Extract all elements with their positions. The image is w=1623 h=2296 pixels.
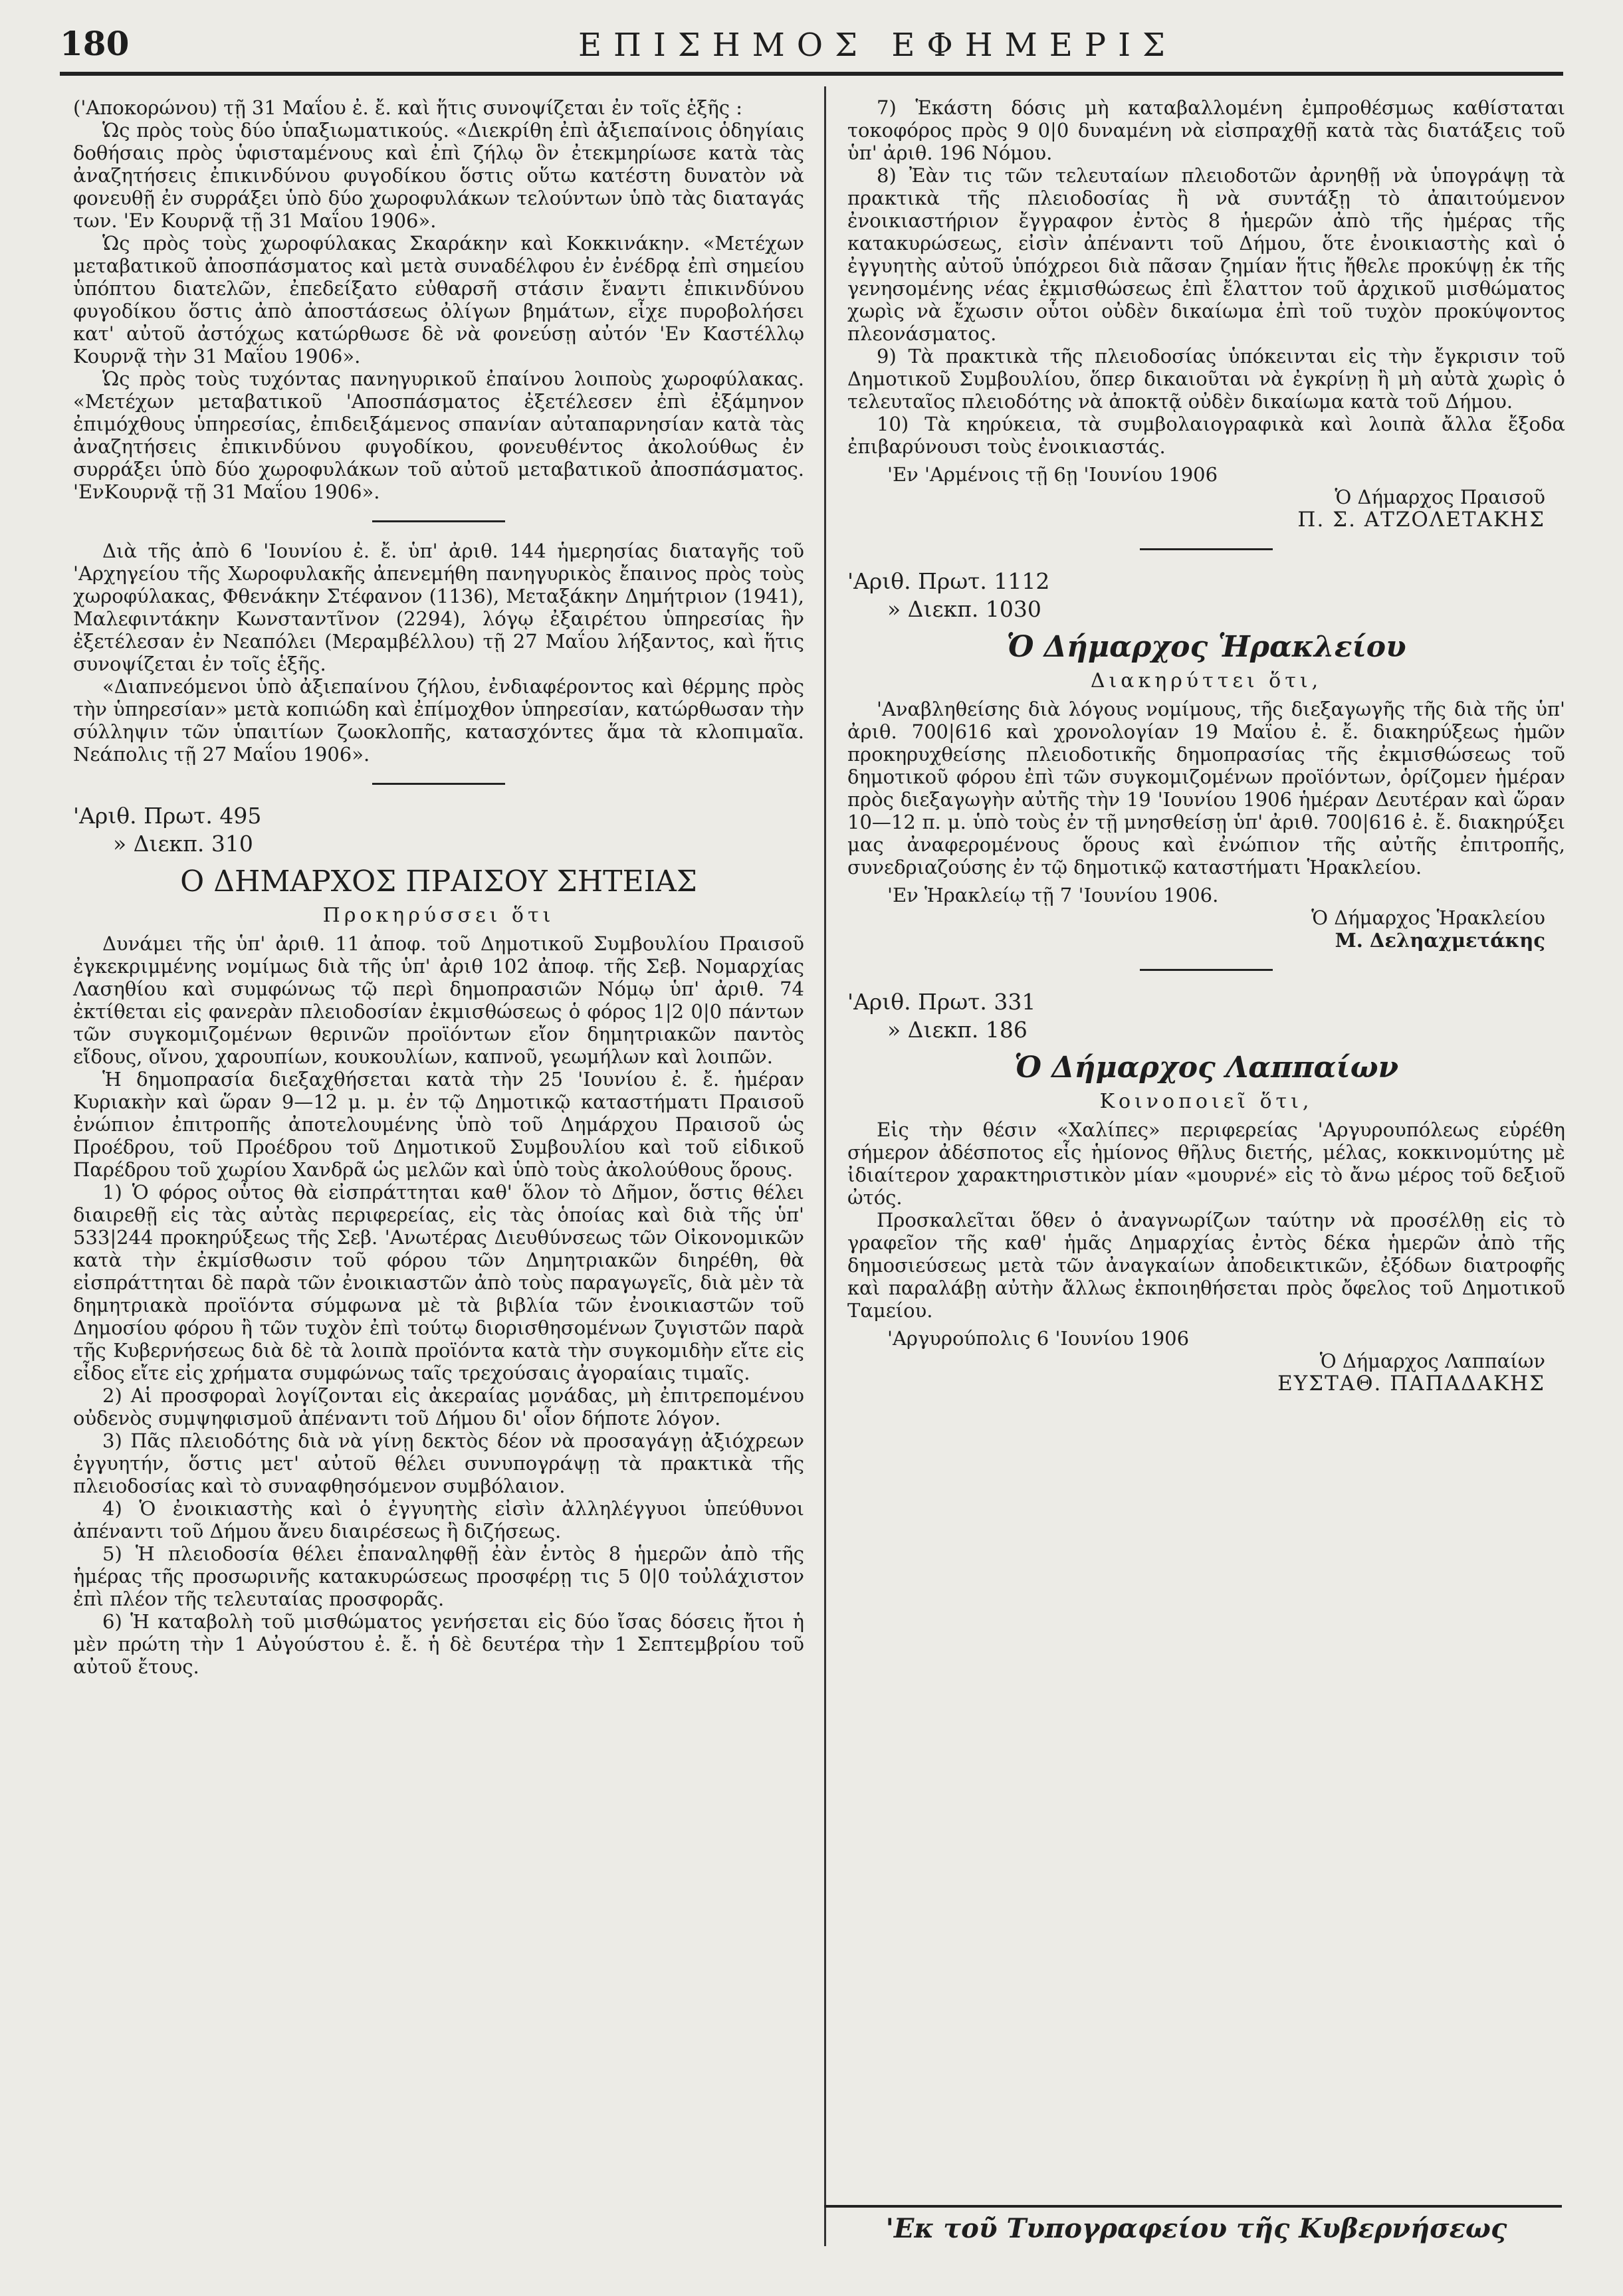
- left-column: [73, 96, 804, 1678]
- section-rule: [1140, 548, 1273, 550]
- signatory-role: Ὁ Δήμαρχος Πραισοῦ: [1335, 486, 1545, 508]
- column-divider: [824, 86, 826, 2246]
- term-9: 9) Τὰ πρακτικὰ τῆς πλειοδοσίας ὑπόκεινται εἰς τὴν ἔγκρισιν τοῦ Δημοτικοῦ Συμβουλίου, ὅπερ δικαιοῦται νὰ ἐγκρίνῃ ἢ μὴ αὐτὰ χωρὶς ὁ τελευταῖος πλειοδότης νὰ ἀποκτᾷ οὐδὲν δικαίωμα κατὰ τοῦ Δήμου.: [847, 345, 1565, 413]
- term-7: 7) Ἑκάστη δόσις μὴ καταβαλλομένη ἐμπροθέσμως καθίσταται τοκοφόρος πρὸς 9 0|0 δυναμένη νὰ εἰσπραχθῇ κατὰ τὰς διατάξεις τοῦ ὑπ' ἀριθ. 196 Νόμου.: [847, 96, 1565, 164]
- protocol-number: 'Αριθ. Πρωτ. 331: [847, 989, 1036, 1015]
- notice-title: Ο ΔΗΜΑΡΧΟΣ ΠΡΑΙΣΟΥ ΣΗΤΕΙΑΣ: [180, 865, 697, 898]
- term-4: 4) Ὁ ἐνοικιαστὴς καὶ ὁ ἐγγυητὴς εἰσὶν ἀλληλέγγυοι ὑπεύθυνοι ἀπέναντι τοῦ Δήμου ἄνευ διαιρέσεως ἢ διζήσεως.: [73, 1497, 804, 1542]
- paragraph: «Διαπνεόμενοι ὑπὸ ἀξιεπαίνου ζήλου, ἐνδιαφέροντος καὶ θέρμης πρὸς τὴν ὑπηρεσίαν» μετὰ κοπιώδη καὶ ἐπίμοχθον ὑπηρεσίαν, κατώρθωσαν τὴν σύλληψιν τῶν ὑπαιτίων ζωοκλοπῆς, κατασχόντες ἅμα τὰ κλοπιμαῖα. Νεάπολις τῇ 27 Μαΐου 1906».: [73, 675, 804, 766]
- section-rule: [1140, 969, 1273, 971]
- paragraph: ('Αποκορώνου) τῇ 31 Μαΐου ἐ. ἔ. καὶ ἥτις συνοψίζεται ἐν τοῖς ἑξῆς :: [73, 96, 742, 119]
- term-8: 8) Ἐὰν τις τῶν τελευταίων πλειοδοτῶν ἀρνηθῇ νὰ ὑπογράψῃ τὰ πρακτικὰ τῆς πλειοδοσίας ἢ νὰ συντάξῃ τὸ ἀπαιτούμενον ἐνοικιαστήριον ἔγγραφον ἐντὸς 8 ἡμερῶν ἀπὸ τῆς ἡμέρας τῆς κατακυρώσεως, εἰσὶν ἀπέναντι τοῦ Δήμου, ὅτε ἐνοικιαστὴς καὶ ὁ ἐγγυητὴς αὐτοῦ ὑπόχρεοι διὰ πᾶσαν ζημίαν ἥτις ἤθελε προκύψῃ ἐκ τῆς γενησομένης νέας ἐκμισθώσεως ἐπὶ ἔλαττον τοῦ ἀρχικοῦ μισθώματος χωρὶς νὰ ἔχωσιν οὗτοι οὐδὲν δικαίωμα ἐπὶ τοῦ τυχὸν προκύψοντος πλεονάσματος.: [847, 164, 1565, 345]
- paragraph: Ἡ δημοπρασία διεξαχθήσεται κατὰ τὴν 25 'Ιουνίου ἐ. ἔ. ἡμέραν Κυριακὴν καὶ ὥραν 9—12 μ. μ. ἐν τῷ Δημοτικῷ καταστήματι Πραισοῦ ἐνώπιον ἐπιτροπῆς ἀποτελουμένης ὑπὸ τοῦ Δημάρχου Πραισοῦ ὡς Προέδρου, τοῦ Προέδρου τοῦ Δημοτικοῦ Συμβουλίου καὶ τοῦ εἰδικοῦ Παρέδρου τοῦ χωρίου Χανδρᾶ ὡς μελῶν καὶ ὑπὸ τοὺς ἀκολούθους ὅρους.: [73, 1068, 804, 1181]
- term-10: 10) Τὰ κηρύκεια, τὰ συμβολαιογραφικὰ καὶ λοιπὰ ἄλλα ἔξοδα ἐπιβαρύνουσι τοὺς ἐνοικιαστάς.: [847, 413, 1565, 458]
- paragraph: Εἰς τὴν θέσιν «Χαλίπες» περιφερείας 'Αργυρουπόλεως εὑρέθη σήμερον ἀδέσποτος εἷς ἡμίονος θῆλυς διετής, μέλας, κοκκινομύτης μὲ ἰδιαίτερον χαρακτηριστικὸν μίαν «μουρνέ» εἰς τὸ ἄνω μέρος τοῦ δεξιοῦ ὠτός.: [847, 1118, 1565, 1209]
- term-2: 2) Αἱ προσφοραὶ λογίζονται εἰς ἀκεραίας μονάδας, μὴ ἐπιτρεπομένου οὐδενὸς συμψηφισμοῦ ἀπέναντι τοῦ Δήμου δι' οἷον δήποτε λόγον.: [73, 1384, 804, 1429]
- signatory-role: Ὁ Δήμαρχος Ἡρακλείου: [1311, 906, 1545, 929]
- dispatch-number: » Διεκπ. 186: [887, 1017, 1028, 1043]
- term-6: 6) Ἡ καταβολὴ τοῦ μισθώματος γενήσεται εἰς δύο ἴσας δόσεις ἤτοι ἡ μὲν πρώτη τὴν 1 Αὐγούστου ἐ. ἔ. ἡ δὲ δευτέρα τὴν 1 Σεπτεμβρίου τοῦ αὐτοῦ ἔτους.: [73, 1610, 804, 1678]
- dispatch-number: » Διεκπ. 310: [113, 831, 253, 857]
- notice-title: Ὁ Δήμαρχος Ἡρακλείου: [1006, 630, 1406, 664]
- notice-proclaim: Κοινοποιεῖ ὅτι,: [1099, 1090, 1313, 1113]
- paragraph: Ὡς πρὸς τοὺς δύο ὑπαξιωματικούς. «Διεκρίθη ἐπὶ ἀξιεπαίνοις ὁδηγίαις δοθήσαις πρὸς ὑφισταμένους καὶ ἐπὶ ζήλῳ ὃν ἐτεκμηρίωσε κατὰ τὰς ἀναζητήσεις ἐπικινδύνου φυγοδίκου ὅστις οὕτω κατέστη δυνατὸν νὰ φονευθῇ ἐν συρράξει ὑπὸ δύο χωροφυλάκων τελούντων ὑπὸ τὰς διαταγάς των. 'Εν Κουρνᾷ τῇ 31 Μαΐου 1906».: [73, 119, 804, 232]
- printer-imprint: 'Εκ τοῦ Τυπογραφείου τῆς Κυβερνήσεως: [885, 2213, 1507, 2244]
- notice-proclaim: Προκηρύσσει ὅτι: [322, 904, 555, 927]
- page-number: 180: [60, 24, 130, 63]
- journal-title: ΕΠΙΣΗΜΟΣ ΕΦΗΜΕΡΙΣ: [578, 27, 1177, 64]
- section-rule: [372, 783, 505, 785]
- term-3: 3) Πᾶς πλειοδότης διὰ νὰ γίνῃ δεκτὸς δέον νὰ προσαγάγῃ ἀξιόχρεων ἐγγυητήν, ὅστις μετ' αὐτοῦ θέλει συνυπογράψῃ τὰ πρακτικὰ τῆς πλειοδοσίας καὶ τὸ συναφθησόμενον συμβόλαιον.: [73, 1429, 804, 1497]
- dispatch-number: » Διεκπ. 1030: [887, 596, 1041, 622]
- paragraph: Διὰ τῆς ἀπὸ 6 'Ιουνίου ἐ. ἔ. ὑπ' ἀριθ. 144 ἡμερησίας διαταγῆς τοῦ 'Αρχηγείου τῆς Χωροφυλακῆς ἀπενεμήθη πανηγυρικὸς ἔπαινος πρὸς τοὺς χωροφύλακας, Φθενάκην Στέφανον (1136), Μεταξάκην Δημήτριον (1941), Μαλεφιντάκην Κωνσταντῖνον (2294), λόγῳ ἐξαιρέτου ὑπηρεσίας ἣν ἐξετέλεσαν ἐν Νεαπόλει (Μεραμβέλλου) τῇ 27 Μαΐου λήξαντος, καὶ ἥτις συνοψίζεται ἐν τοῖς ἑξῆς.: [73, 540, 804, 675]
- term-5: 5) Ἡ πλειοδοσία θέλει ἐπαναληφθῇ ἐὰν ἐντὸς 8 ἡμερῶν ἀπὸ τῆς ἡμέρας τῆς προσωρινῆς κατακυρώσεως προσφέρῃ τις 5 0|0 τοὐλάχιστον ἐπὶ πλέον τῆς τελευταίας προσφορᾶς.: [73, 1542, 804, 1610]
- protocol-number: 'Αριθ. Πρωτ. 495: [73, 803, 262, 829]
- right-column: [847, 96, 1565, 1395]
- signatory-name: ΕΥΣΤΑΘ. ΠΑΠΑΔΑΚΗΣ: [1277, 1372, 1545, 1396]
- paragraph: Ὡς πρὸς τοὺς τυχόντας πανηγυρικοῦ ἐπαίνου λοιποὺς χωροφύλακας. «Μετέχων μεταβατικοῦ 'Αποσπάσματος ἐξετέλεσεν ἐπὶ ἐξάμηνον ἐπιμόχθους ὑπηρεσίας, ἐπιδειξάμενος σπανίαν αὐταπαρνησίαν κατὰ τὰς ἀναζητήσεις ἐπικινδύνου φυγοδίκου, φονευθέντος ἀκολούθως ἐν συρράξει ὑπὸ δύο χωροφυλάκων τοῦ αὐτοῦ μεταβατικοῦ ἀποσπάσματος. 'ΕνΚουρνᾷ τῇ 31 Μαΐου 1906».: [73, 367, 804, 503]
- paragraph: Προσκαλεῖται ὅθεν ὁ ἀναγνωρίζων ταύτην νὰ προσέλθῃ εἰς τὸ γραφεῖον τῆς καθ' ἡμᾶς Δημαρχίας ἐντὸς δέκα ἡμερῶν ἀπὸ τῆς δημοσιεύσεως μετὰ τῶν ἀναγκαίων ἀποδεικτικῶν, ἐξόδων διατροφῆς καὶ παραλάβῃ αὐτὴν ἄλλως ἐκποιηθήσεται πρὸς ὄφελος τοῦ Δημοτικοῦ Ταμείου.: [847, 1209, 1565, 1322]
- paragraph: 'Αναβληθείσης διὰ λόγους νομίμους, τῆς διεξαγωγῆς τῆς διὰ τῆς ὑπ' ἀριθ. 700|616 καὶ χρονολογίαν 19 Μαΐου ἐ. ἔ. διακηρύξεως ἡμῶν προκηρυχθείσης πλειοδοτικῆς δημοπρασίας τῆς ἐκμισθώσεως τοῦ δημοτικοῦ φόρου ἐπὶ τῶν συγκομιζομένων προϊόντων, ὁρίζομεν ἡμέραν πρὸς διεξαγωγὴν αὐτῆς τὴν 19 'Ιουνίου 1906 ἡμέραν Δευτέραν καὶ ὥραν 10—12 π. μ. ὑπὸ τοὺς ἐν τῇ μνησθείσῃ ὑπ' ἀριθ. 700|616 ἐ. ἔ. διακηρύξει μας ἀναφερομένους ὅρους καὶ ἐνώπιον τῆς αὐτῆς ἐπιτροπῆς, συνεδριαζούσης ἐν τῷ δημοτικῷ καταστήματι Ἡρακλείου.: [847, 698, 1565, 879]
- term-1: 1) Ὁ φόρος οὗτος θὰ εἰσπράττηται καθ' ὅλον τὸ Δῆμον, ὅστις θέλει διαιρεθῇ εἰς τὰς αὐτὰς περιφερείας, εἰς τὰς ὁποίας καὶ διὰ τῆς ὑπ' 533|244 προκηρύξεως τῆς Σεβ. 'Ανωτέρας Διευθύνσεως τῶν Οἰκονομικῶν κατὰ τὴν ἐκμίσθωσιν τοῦ φόρου τῶν Δημητριακῶν διηρέθη, θὰ εἰσπράττηται δὲ παρὰ τῶν ἐνοικιαστῶν ἀπὸ τοὺς παραγωγεῖς, διὰ μὲν τὰ δημητριακὰ προϊόντα σύμφωνα μὲ τὰ βιβλία τῶν ἐνοικιαστῶν τοῦ Δημοσίου φόρου ἢ τῶν τυχὸν ἐπὶ τούτῳ διορισθησομένων ζυγιστῶν παρὰ τῆς Κυβερνήσεως διὰ δὲ τὰ λοιπὰ προϊόντα κατὰ τὴν συγκομιδὴν εἴτε εἰς εἶδος εἴτε εἰς χρήματα συμφώνως ταῖς τρεχούσαις ἀγοραίαις τιμαῖς.: [73, 1181, 804, 1384]
- signatory-role: Ὁ Δήμαρχος Λαππαίων: [1319, 1350, 1545, 1372]
- protocol-number: 'Αριθ. Πρωτ. 1112: [847, 568, 1050, 594]
- notice-title: Ὁ Δήμαρχος Λαππαίων: [1014, 1051, 1399, 1085]
- header-rule: [60, 72, 1563, 76]
- signatory-name: Μ. Δεληαχμετάκης: [1335, 929, 1545, 952]
- paragraph: Δυνάμει τῆς ὑπ' ἀριθ. 11 ἀποφ. τοῦ Δημοτικοῦ Συμβουλίου Πραισοῦ ἐγκεκριμμένης νομίμως διὰ τῆς ὑπ' ἀριθ 102 ἀποφ. τῆς Σεβ. Νομαρχίας Λασηθίου καὶ συμφώνως τῷ περὶ δημοπρασιῶν Νόμῳ ὑπ' ἀριθ. 74 ἐκτίθεται εἰς φανερὰν πλειοδοσίαν ἐκμισθώσεως ὁ φόρος 1|2 0|0 πάντων τῶν συγκομιζομένων θερινῶν προϊόντων εἴον δημητριακῶν παντὸς εἴδους, οἴνου, χαρουπίων, κουκουλίων, καπνοῦ, γεωμήλων καὶ λοιπῶν.: [73, 932, 804, 1068]
- paragraph: Ὡς πρὸς τοὺς χωροφύλακας Σκαράκην καὶ Κοκκινάκην. «Μετέχων μεταβατικοῦ ἀποσπάσματος καὶ μετὰ συναδέλφου ἐν ἐνέδρᾳ ἐπὶ σημείου ὑπόπτου διατελῶν, ἐπεδείξατο εὐθαρσῆ στάσιν ἔναντι ἐπικινδύνου φυγοδίκου ὅστις ἀπὸ ἀποστάσεως ὀλίγων βημάτων, εἶχε πυροβολήσει κατ' αὐτοῦ ἀστόχως κατώρθωσε δὲ νὰ φονεύσῃ αὐτόν 'Εν Καστέλλῳ Κουρνᾷ τὴν 31 Μαΐου 1906».: [73, 232, 804, 367]
- signatory-name: Π. Σ. ΑΤΖΟΛΕΤΑΚΗΣ: [1297, 508, 1545, 532]
- dateline: 'Εν Ἡρακλείῳ τῇ 7 'Ιουνίου 1906.: [887, 884, 1219, 906]
- section-rule: [372, 520, 505, 522]
- dateline: 'Εν 'Αρμένοις τῇ 6ῃ 'Ιουνίου 1906: [887, 463, 1218, 486]
- dateline: 'Αργυρούπολις 6 'Ιουνίου 1906: [887, 1327, 1190, 1350]
- notice-proclaim: Διακηρύττει ὅτι,: [1090, 669, 1323, 692]
- footer-rule: [824, 2205, 1562, 2208]
- page-header: [60, 20, 1569, 66]
